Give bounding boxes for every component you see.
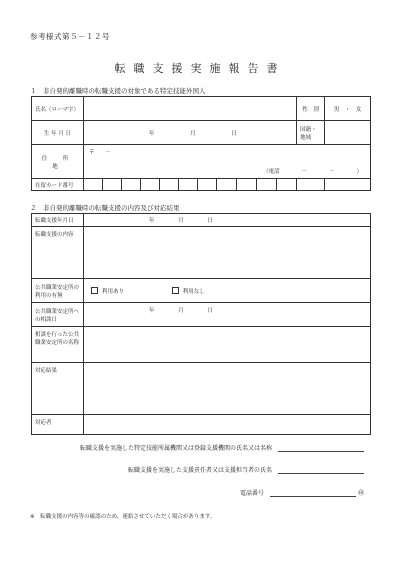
support-day-unit: 日: [207, 218, 214, 224]
phone-label: 電話番号: [239, 490, 264, 497]
used-option-label: 利用あり: [102, 288, 125, 295]
card-number-digit[interactable]: [277, 179, 297, 191]
card-number-digit[interactable]: [122, 179, 141, 191]
card-number-label: 在留カード番号: [32, 179, 84, 191]
support-month-unit: 月: [178, 218, 184, 224]
support-content-label: 転職支援の内容: [32, 227, 84, 279]
phone-line: [240, 488, 364, 497]
consult-day-unit: 日: [207, 308, 214, 314]
support-year-unit: 年: [149, 218, 155, 224]
consult-month-unit: 月: [178, 308, 184, 314]
phone-field[interactable]: [270, 488, 356, 497]
employment-office-use-field: [84, 279, 371, 303]
person-name-label: 転職支援を実施した支援責任者又は支援担当者の氏名: [127, 467, 272, 474]
person-name-field[interactable]: [278, 465, 364, 474]
gender-field[interactable]: 男 ・ 女: [325, 97, 371, 121]
card-number-digit[interactable]: [217, 179, 237, 191]
dob-day-unit: 日: [231, 130, 238, 137]
footnote: ※ 転職支援の内容等の確認のため，連絡させていただく場合があります。: [30, 514, 216, 520]
dob-year-unit: 年: [149, 130, 155, 137]
card-number-digit[interactable]: [84, 179, 103, 191]
form-number: 参考様式第５－１２号: [30, 32, 110, 41]
card-number-digit[interactable]: [160, 179, 179, 191]
name-field[interactable]: [84, 97, 297, 121]
person-name-line: [128, 465, 364, 474]
not-used-option-label: 利用なし: [182, 288, 205, 295]
card-number-digit[interactable]: [237, 179, 257, 191]
name-label: 氏名（ローマ字）: [32, 97, 84, 121]
section-2-heading: ２ 非自発的離職時の転職支援の内容及び対応結果: [30, 204, 180, 212]
used-checkbox[interactable]: [91, 287, 98, 294]
org-name-line: [80, 443, 364, 452]
not-used-checkbox[interactable]: [172, 287, 179, 294]
section-1-heading: １ 非自発的離職時の転職支援の対象である特定技能外国人: [30, 87, 206, 95]
office-name-label: 相談を行った公共職業安定所の名称: [32, 327, 84, 363]
handler-label: 対応者: [32, 415, 84, 435]
dob-label: 生 年 月 日: [32, 121, 84, 145]
result-field[interactable]: [84, 363, 371, 415]
consultation-date-label: 公共職業安定所への相談日: [32, 303, 84, 327]
card-number-digit[interactable]: [179, 179, 198, 191]
employment-office-use-label: 公共職業安定所の利用の有無: [32, 279, 84, 303]
dob-field[interactable]: [84, 121, 297, 145]
org-name-label: 転職支援を実施した特定技能所属機関又は登録支援機関の氏名又は名称: [79, 445, 272, 452]
support-date-label: 転職支援年月日: [32, 214, 84, 227]
handler-field[interactable]: [84, 415, 371, 435]
card-number-digit[interactable]: [141, 179, 160, 191]
support-details-table: [31, 213, 371, 435]
consultation-date-field[interactable]: [84, 303, 371, 327]
page-title: 転職支援実施報告書: [114, 62, 286, 75]
result-label: 対応結果: [32, 363, 84, 415]
address-label: 住 所 地: [32, 145, 84, 179]
phone-placeholder: （電話 － － ）: [263, 169, 363, 175]
consult-year-unit: 年: [149, 308, 155, 314]
org-name-field[interactable]: [278, 443, 364, 452]
support-date-field[interactable]: [84, 214, 371, 227]
postal-mark: 〒 －: [89, 150, 112, 156]
gender-label: 性 別: [297, 97, 325, 121]
address-field[interactable]: [84, 145, 371, 179]
card-number-digit[interactable]: [103, 179, 122, 191]
card-number-digit[interactable]: [257, 179, 277, 191]
card-number-digit[interactable]: [198, 179, 217, 191]
dob-month-unit: 月: [190, 130, 196, 137]
foreign-worker-table: [31, 96, 371, 191]
card-number-digit[interactable]: [297, 179, 325, 191]
nationality-label: 国籍・地域: [297, 121, 325, 145]
nationality-field[interactable]: [325, 121, 371, 145]
card-number-digit[interactable]: [325, 179, 371, 191]
seal-mark: ㊞: [357, 490, 364, 497]
support-content-field[interactable]: [84, 227, 371, 279]
office-name-field[interactable]: [84, 327, 371, 363]
